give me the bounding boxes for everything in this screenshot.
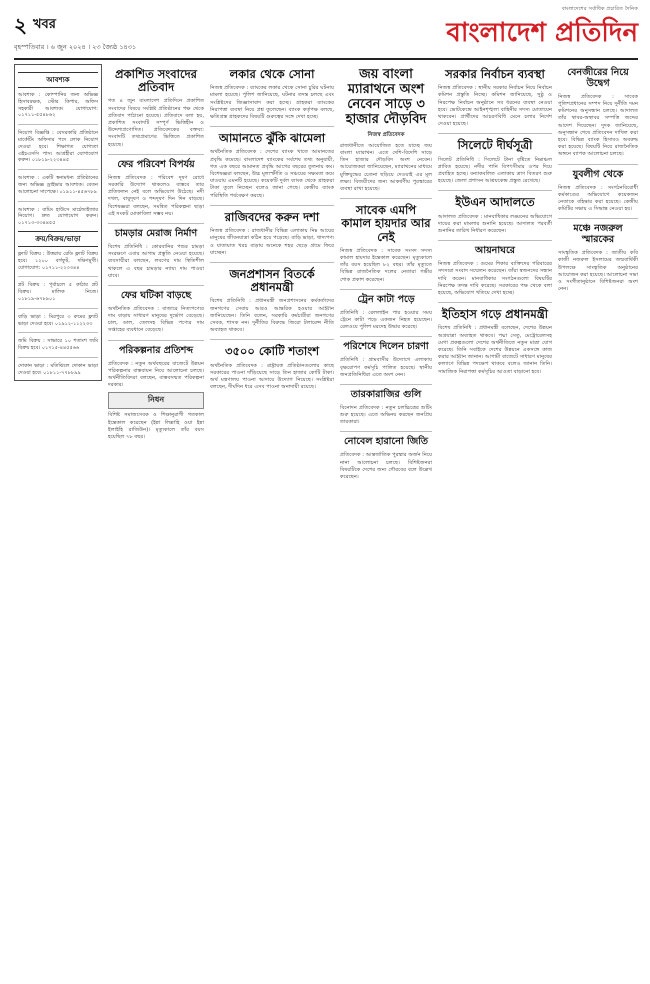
page-number-box — [14, 14, 56, 36]
article-headline: সিলেটে দীর্ঘসূত্রী — [457, 138, 533, 153]
article-body: অর্থনৈতিক প্রতিবেদক : বাজারে নিত্যপণ্যের দাম বাড়ায় সাধারণ মানুষের দুর্ভোগ বেড়েছে। চাল, ডাল, তেলসহ বিভিন্ন পণ্যের দাম সপ্তাহের ব্যবধানে বেড়েছে। — [108, 305, 204, 334]
divider — [438, 302, 552, 303]
classified-item: দোকান ভাড়া : মতিঝিলে দোকান ভাড়া দেওয়া হবে। ০১৮১১-৭৭৮৮৯৯ — [18, 362, 98, 376]
article-headline: সাবেক এমপি কামাল হায়দার আর নেই — [341, 203, 431, 244]
article-body: নিজস্ব প্রতিবেদক : স্থানীয় সরকার নির্বাচন নিয়ে নির্বাচন কমিশন প্রস্তুতি নিচ্ছে। কমিশন জানিয়েছে, সুষ্ঠু ও নিরপেক্ষ নির্বাচন অনুষ্ঠানে সব ধরনের ব্যবস্থা নেওয়া হবে। ভোটকেন্দ্রে আইনশৃঙ্খলা বাহিনীর সদস্য মোতায়েন থাকবেন। প্রার্থীদের আচরণবিধি মেনে চলার নির্দেশ দেওয়া হয়েছে। — [438, 85, 552, 128]
classified-item: জমি বিক্রয় : সাভারে ১০ শতাংশ জমি বিক্রয় হবে। ০১৭১৫-৪৪৫৫৬৬ — [18, 338, 98, 352]
article-body: নিজস্ব প্রতিবেদক : গুমের শিকার ব্যক্তিদের পরিবারের সদস্যরা সংবাদ সম্মেলন করেছেন। তাঁরা স্বজনদের সন্ধান দাবি করেন। মানবাধিকার সংগঠনগুলো বিষয়টির নিরপেক্ষ তদন্ত দাবি করেছে। সরকারের পক্ষ থেকে বলা হয়েছে, অভিযোগ খতিয়ে দেখা হচ্ছে। — [438, 261, 552, 297]
masthead — [14, 6, 638, 60]
divider — [438, 240, 552, 241]
article-body: রাজধানীতে আয়োজিত হতে যাচ্ছে জয় বাংলা ম্যারাথন। এতে দেশি-বিদেশি সাড়ে তিন হাজার দৌড়বিদ অংশ নেবেন। আয়োজকরা জানিয়েছেন, ম্যারাথনের মাধ্যমে মুক্তিযুদ্ধের চেতনা ছড়িয়ে দেওয়াই এর মূল লক্ষ্য। বিজয়ীদের জন্য আকর্ষণীয় পুরস্কারের ব্যবস্থা রাখা হয়েছে। — [340, 142, 432, 192]
divider — [18, 201, 98, 202]
article-headline: লকার থেকে সোনা — [229, 67, 315, 81]
article-body: নিজস্ব প্রতিবেদক : সাবেক পুলিশপ্রধানের সম্পদ নিয়ে দুর্নীতি দমন কমিশনের অনুসন্ধান চলছে। আদালত তাঁর স্থাবর-অস্থাবর সম্পত্তি জব্দের আদেশ দিয়েছেন। দুদক জানিয়েছে, অনুসন্ধান শেষে প্রতিবেদন দাখিল করা হবে। বিভিন্ন ব্যাংক হিসাবও অবরুদ্ধ করা হয়েছে। বিষয়টি নিয়ে রাজনৈতিক অঙ্গনে ব্যাপক আলোচনা চলছে। — [558, 93, 638, 158]
article-headline: তারকারাজির গুলি — [350, 388, 422, 400]
article-body: প্রতিনিধি : গ্রামবাসীর উদ্যোগে এলাকায় বৃক্ষরোপণ কর্মসূচি পালিত হয়েছে। স্থানীয় জনপ্রতিনিধিরা এতে অংশ নেন। — [340, 357, 432, 378]
article-body: সাংস্কৃতিক প্রতিবেদক : জাতীয় কবি কাজী নজরুল ইসলামের জন্মবার্ষিকী উপলক্ষে সাংস্কৃতিক অনুষ্ঠানের আয়োজন করা হয়েছে। আলোচনা সভা ও সংগীতানুষ্ঠানে বিশিষ্টজনরা অংশ নেন। — [558, 250, 638, 293]
article-headline: প্রকাশিত সংবাদের প্রতিবাদ — [115, 67, 197, 95]
article-body: নিজস্ব প্রতিবেদক : সংগঠনবিরোধী কর্মকাণ্ডের অভিযোগে কয়েকজন নেতাকে বহিষ্কার করা হয়েছে। কেন্দ্রীয় কমিটির সভায় এ সিদ্ধান্ত নেওয়া হয়। — [558, 184, 638, 213]
article-headline: মঞ্চে নজরুল স্মারকের — [573, 223, 623, 246]
article-headline: রাজিবদের করুন দশা — [224, 209, 320, 224]
divider — [210, 262, 334, 263]
article-body: নিজস্ব প্রতিবেদক : পরিবেশ দূষণ রোধে সরকারি উদ্যোগ থাকলেও বাস্তবে তার প্রতিফলন নেই বলে অভিযোগ উঠেছে। নদী দখল, বায়ুদূষণ ও শব্দদূষণ দিন দিন বাড়ছে। বিশেষজ্ঞরা বলছেন, সমন্বিত পরিকল্পনা ছাড়া এই সংকট মোকাবিলা সম্ভব নয়। — [108, 174, 204, 217]
article-body: আদালত প্রতিবেদক : মানবাধিকার লঙ্ঘনের অভিযোগে দায়ের করা মামলার শুনানি হয়েছে। আদালত পরবর্তী শুনানির তারিখ নির্ধারণ করেছেন। — [438, 213, 552, 235]
article-headline: বেনজীরের নিয়ে উদ্বেগ — [567, 67, 629, 89]
divider — [438, 190, 552, 191]
divider — [108, 340, 204, 341]
column-3 — [210, 64, 334, 976]
article-body: প্রতিবেদক : আন্তর্জাতিক পুরস্কার অর্জন নিয়ে নানা আলোচনা চলছে। বিশিষ্টজনরা বিষয়টিকে দেশের জন্য গৌরবের বলে উল্লেখ করেছেন। — [340, 452, 432, 480]
article-body: বিশেষ প্রতিনিধি : প্রধানমন্ত্রী জনপ্রশাসনের কর্মকর্তাদের জনগণের সেবায় আরও আন্তরিক হওয়ার আহ্বান জানিয়েছেন। তিনি বলেন, সরকারি কর্মচারীরা জনগণের সেবক, শাসক নন। দুর্নীতির বিরুদ্ধে জিরো টলারেন্স নীতি অব্যাহত থাকবে। — [210, 298, 334, 334]
column-6 — [558, 64, 638, 976]
masthead-rule — [14, 58, 638, 60]
columns — [14, 64, 638, 976]
column-2 — [108, 64, 204, 976]
divider — [18, 357, 98, 358]
article-body: বিশেষ প্রতিনিধি : কোরবানির পশুর চামড়া সংরক্ষণে এবার আগাম প্রস্তুতি নেওয়া হয়েছে। ব্যবসায়ীরা বলছেন, লবণের দাম স্থিতিশীল থাকলে এ বছর চামড়ার ন্যায্য দাম পাওয়া যাবে। — [108, 243, 204, 279]
article-headline: চামড়ার মেরাজ নির্মাণ — [114, 228, 198, 239]
classified-item: নিয়োগ বিজ্ঞপ্তি : বেসরকারি প্রতিষ্ঠানে মার্কেটিং অফিসার পদে লোক নিয়োগ দেওয়া হবে। শিক্ষাগত যোগ্যতা এইচএসসি পাস। আগ্রহীরা যোগাযোগ করুন। ০১৮১৯-২২৩৪৪৫ — [18, 130, 98, 164]
classified-item: আবশ্যক : বায়িং হাউসে মার্চেন্ডাইজার নিয়োগ। দ্রুত যোগাযোগ করুন। ০১৭১৩-৩৩৪৪৫৫ — [18, 206, 98, 227]
article-body: অর্থনৈতিক প্রতিবেদক : রাষ্ট্রায়ত্ত প্রতিষ্ঠানগুলোর কাছে সরকারের পাওনা দাঁড়িয়েছে সাড়ে তিন হাজার কোটি টাকা। অর্থ মন্ত্রণালয় পাওনা আদায়ে উদ্যোগ নিয়েছে। সংশ্লিষ্টরা বলছেন, দীর্ঘদিন ধরে এসব পাওনা অনাদায়ী রয়েছে। — [210, 362, 334, 391]
divider — [558, 164, 638, 165]
divider — [558, 218, 638, 219]
article-headline: জনপ্রশাসন বিতর্কে প্রধানমন্ত্রী — [229, 266, 315, 295]
article-headline: ট্রেন কাটা পড়ে — [357, 293, 415, 305]
article-headline: পরিশেষে দিলেন চারণা — [343, 341, 429, 353]
article-headline: ইতিহাস গড়ে প্রধানমন্ত্রী — [441, 307, 549, 322]
article-headline: ইউএন আদালতে — [455, 195, 535, 210]
article-headline: ফের পরিবেশ বিপর্যয় — [117, 158, 195, 170]
divider — [340, 384, 432, 385]
lead-headline: জয় বাংলা ম্যারাথনে অংশ নেবেন সাড়ে ৩ হাজার দৌড়বিদ — [345, 67, 427, 127]
article-body: বিনোদন প্রতিবেদক : নতুন চলচ্চিত্রের শুটিং শুরু হয়েছে। এতে অভিনয় করছেন জনপ্রিয় তারকারা। — [340, 404, 432, 426]
divider — [18, 308, 98, 309]
byline: নিজস্ব প্রতিবেদক — [367, 131, 405, 138]
obituary-title: নিধন — [108, 392, 204, 409]
article-body: নিজস্ব প্রতিবেদক : রাজধানীর বিভিন্ন এলাকায় নিম্ন আয়ের মানুষের জীবনযাত্রা কঠিন হয়ে পড়েছে। বাড়ি ভাড়া, খাদ্যপণ্য ও যাতায়াত খরচ বাড়ায় অনেকে শহর ছেড়ে গ্রামে ফিরে যাচ্ছেন। — [210, 228, 334, 256]
classified-label-wanted: আবশ্যক — [18, 72, 98, 88]
classified-item: ফ্ল্যাট বিক্রয় : উত্তরায় রেডি ফ্ল্যাট বিক্রয় হবে। ১২০০ বর্গফুট, দক্ষিণমুখী। যোগাযোগ: ০১৭১১-২২৩৩৪৪ — [18, 250, 98, 271]
classified-item: আবশ্যক : একটি স্বনামধন্য প্রতিষ্ঠানের জন্য অভিজ্ঞ ড্রাইভার আবশ্যক। বেতন আলোচনা সাপেক্ষে। ০১৯১১-৪৫৬৭৮৯ — [18, 175, 98, 195]
divider — [340, 198, 432, 199]
article-body: প্রতিনিধি : রেললাইন পার হওয়ার সময় ট্রেনে কাটা পড়ে একজন নিহত হয়েছেন। রেলওয়ে পুলিশ মরদেহ উদ্ধার করেছে। — [340, 309, 432, 331]
article-headline: পরিকল্পনার প্রতিশব্দ — [118, 344, 193, 356]
divider — [108, 223, 204, 224]
article-headline: সরকার নির্বাচন ব্যবস্থা — [445, 67, 545, 81]
column-classifieds — [14, 64, 102, 976]
article-body: অর্থনৈতিক প্রতিবেদক : দেশের ব্যাংক খাতে আমানতের প্রবৃদ্ধি কমেছে। বাংলাদেশ ব্যাংকের সর্বশেষ তথ্য অনুযায়ী, গত এক বছরে আমানত প্রবৃদ্ধি আগের বছরের তুলনায় কম। বিশেষজ্ঞরা বলছেন, উচ্চ মূল্যস্ফীতি ও সঞ্চয়ের সক্ষমতা কমে যাওয়ায় এমনটি হয়েছে। কয়েকটি দুর্বল ব্যাংক থেকে গ্রাহকরা টাকা তুলে নিচ্ছেন বলেও জানা গেছে। কেন্দ্রীয় ব্যাংক পরিস্থিতি পর্যবেক্ষণ করছে। — [210, 149, 334, 199]
article-headline: নোবেল হারানো জিতি — [343, 436, 429, 448]
obituary-text: বিশিষ্ট সমাজসেবক ও শিক্ষানুরাগী গতকাল ইন্তেকাল করেছেন (ইন্না লিল্লাহি ওয়া ইন্না ইলাইহি রাজিউন)। মৃত্যুকালে তাঁর বয়স হয়েছিল ৭৮ বছর। — [108, 412, 204, 441]
column-5 — [438, 64, 552, 976]
divider — [340, 431, 432, 432]
column-4 — [340, 64, 432, 976]
article-headline: ফের ঘটিকা বাড়ছে — [120, 289, 192, 301]
article-body: নিজস্ব প্রতিবেদক : ব্যাংকের লকার থেকে সোনা চুরির ঘটনায় মামলা হয়েছে। পুলিশ জানিয়েছে, ঘটনার তদন্ত চলছে এবং সংশ্লিষ্টদের জিজ্ঞাসাবাদ করা হচ্ছে। গ্রাহকরা ব্যাংকের নিরাপত্তা ব্যবস্থা নিয়ে প্রশ্ন তুলেছেন। ব্যাংক কর্তৃপক্ষ বলছে, ক্ষতিগ্রস্ত গ্রাহকদের বিষয়টি গুরুত্বের সঙ্গে দেখা হচ্ছে। — [210, 85, 334, 121]
classified-item: আবশ্যক : কোম্পানির জন্য অভিজ্ঞ হিসাবরক্ষক, স্টোর কিপার, অফিস সহকারী আবশ্যক। যোগাযোগ: ০১৭১১-৫৫৪৮৬২ — [18, 92, 98, 119]
brand-logo — [428, 6, 638, 56]
divider — [210, 126, 334, 127]
divider — [340, 289, 432, 290]
article-body: বিশেষ প্রতিনিধি : প্রধানমন্ত্রী বলেছেন, দেশের উন্নয়ন অগ্রযাত্রা অব্যাহত থাকবে। পদ্মা সেতু, মেট্রোরেলসহ মেগা প্রকল্পগুলো দেশের অর্থনীতিতে নতুন মাত্রা যোগ করেছে। তিনি সবাইকে দেশের উন্নয়নে একসঙ্গে কাজ করার আহ্বান জানান। আগামী বাজেটে সাধারণ মানুষের কল্যাণে বিভিন্ন পদক্ষেপ থাকবে বলেও জানান তিনি। সামাজিক নিরাপত্তা কর্মসূচির আওতা বাড়ানো হবে। — [438, 325, 552, 375]
classified-label-sale: ক্রয়/বিক্রয়/ভাড়া — [18, 231, 98, 247]
divider — [340, 336, 432, 337]
divider — [18, 124, 98, 125]
divider — [438, 133, 552, 134]
article-headline: যুবলীগ থেকে — [572, 168, 624, 180]
article-headline: আমানতে ঝুঁকি ঝামেলা — [218, 131, 326, 146]
article-body: সিলেট প্রতিনিধি : সিলেটে টানা বৃষ্টিতে নিম্নাঞ্চল প্লাবিত হয়েছে। নদীর পানি বিপৎসীমার ওপর দিয়ে প্রবাহিত হচ্ছে। বন্যাকবলিত এলাকায় ত্রাণ বিতরণ শুরু হয়েছে। জেলা প্রশাসন আশ্রয়কেন্দ্র প্রস্তুত রেখেছে। — [438, 156, 552, 185]
page-number: ২ — [14, 13, 28, 37]
divider — [210, 205, 334, 206]
divider — [18, 169, 98, 170]
brand-tagline: বাংলাদেশের সর্বাধিক প্রচারিত দৈনিক — [561, 6, 638, 12]
article-body: প্রতিবেদক : নতুন অর্থবছরের বাজেটে উন্নয়ন পরিকল্পনার বাস্তবায়ন নিয়ে আলোচনা চলছে। অর্থনীতিবিদরা বলছেন, বাস্তবসম্মত পরিকল্পনা দরকার। — [108, 360, 204, 389]
divider — [18, 276, 98, 277]
divider — [108, 154, 204, 155]
article-headline: আয়নাঘরে — [474, 245, 515, 257]
article-body: নিজস্ব প্রতিবেদক : সাবেক সংসদ সদস্য কামাল হায়দার ইন্তেকাল করেছেন। মৃত্যুকালে তাঁর বয়স হয়েছিল ৮২ বছর। তাঁর মৃত্যুতে বিভিন্ন রাজনৈতিক দলের নেতারা গভীর শোক প্রকাশ করেছেন। — [340, 247, 432, 283]
classifieds-box — [14, 64, 102, 381]
divider — [18, 332, 98, 333]
brand-name: বাংলাদেশ প্রতিদিন — [446, 18, 638, 48]
classified-item: প্লট বিক্রয় : পূর্বাচলে ৫ কাঠার প্লট বিক্রয়। মালিক নিজে। ০১৮১৯-৬৭৮৯০১ — [18, 282, 98, 302]
classified-item: বাড়ি ভাড়া : মিরপুরে ৩ রুমের ফ্ল্যাট ভাড়া দেওয়া হবে। ০১৯১২-১১২২৩৩ — [18, 313, 98, 327]
section-name: খবর — [33, 16, 56, 32]
date-line: বৃহস্পতিবার । ৬ জুন ২০২৪ । ২৩ জ্যৈষ্ঠ ১৪৩১ — [14, 43, 137, 51]
article-headline: ৩৫০০ কোটি শতাংশ — [224, 344, 320, 359]
divider — [108, 285, 204, 286]
article-body: গত ৪ জুন বাংলাদেশ প্রতিদিনে প্রকাশিত সংবাদের বিষয়ে সংশ্লিষ্ট প্রতিষ্ঠানের পক্ষ থেকে প্রতিবাদ পাঠানো হয়েছে। প্রতিবাদে বলা হয়, প্রকাশিত সংবাদটি সম্পূর্ণ ভিত্তিহীন ও উদ্দেশ্যপ্রণোদিত। প্রতিবেদকের বক্তব্য: সংবাদটি তথ্যপ্রমাণের ভিত্তিতে প্রকাশিত হয়েছে। — [108, 98, 204, 148]
divider — [210, 339, 334, 340]
